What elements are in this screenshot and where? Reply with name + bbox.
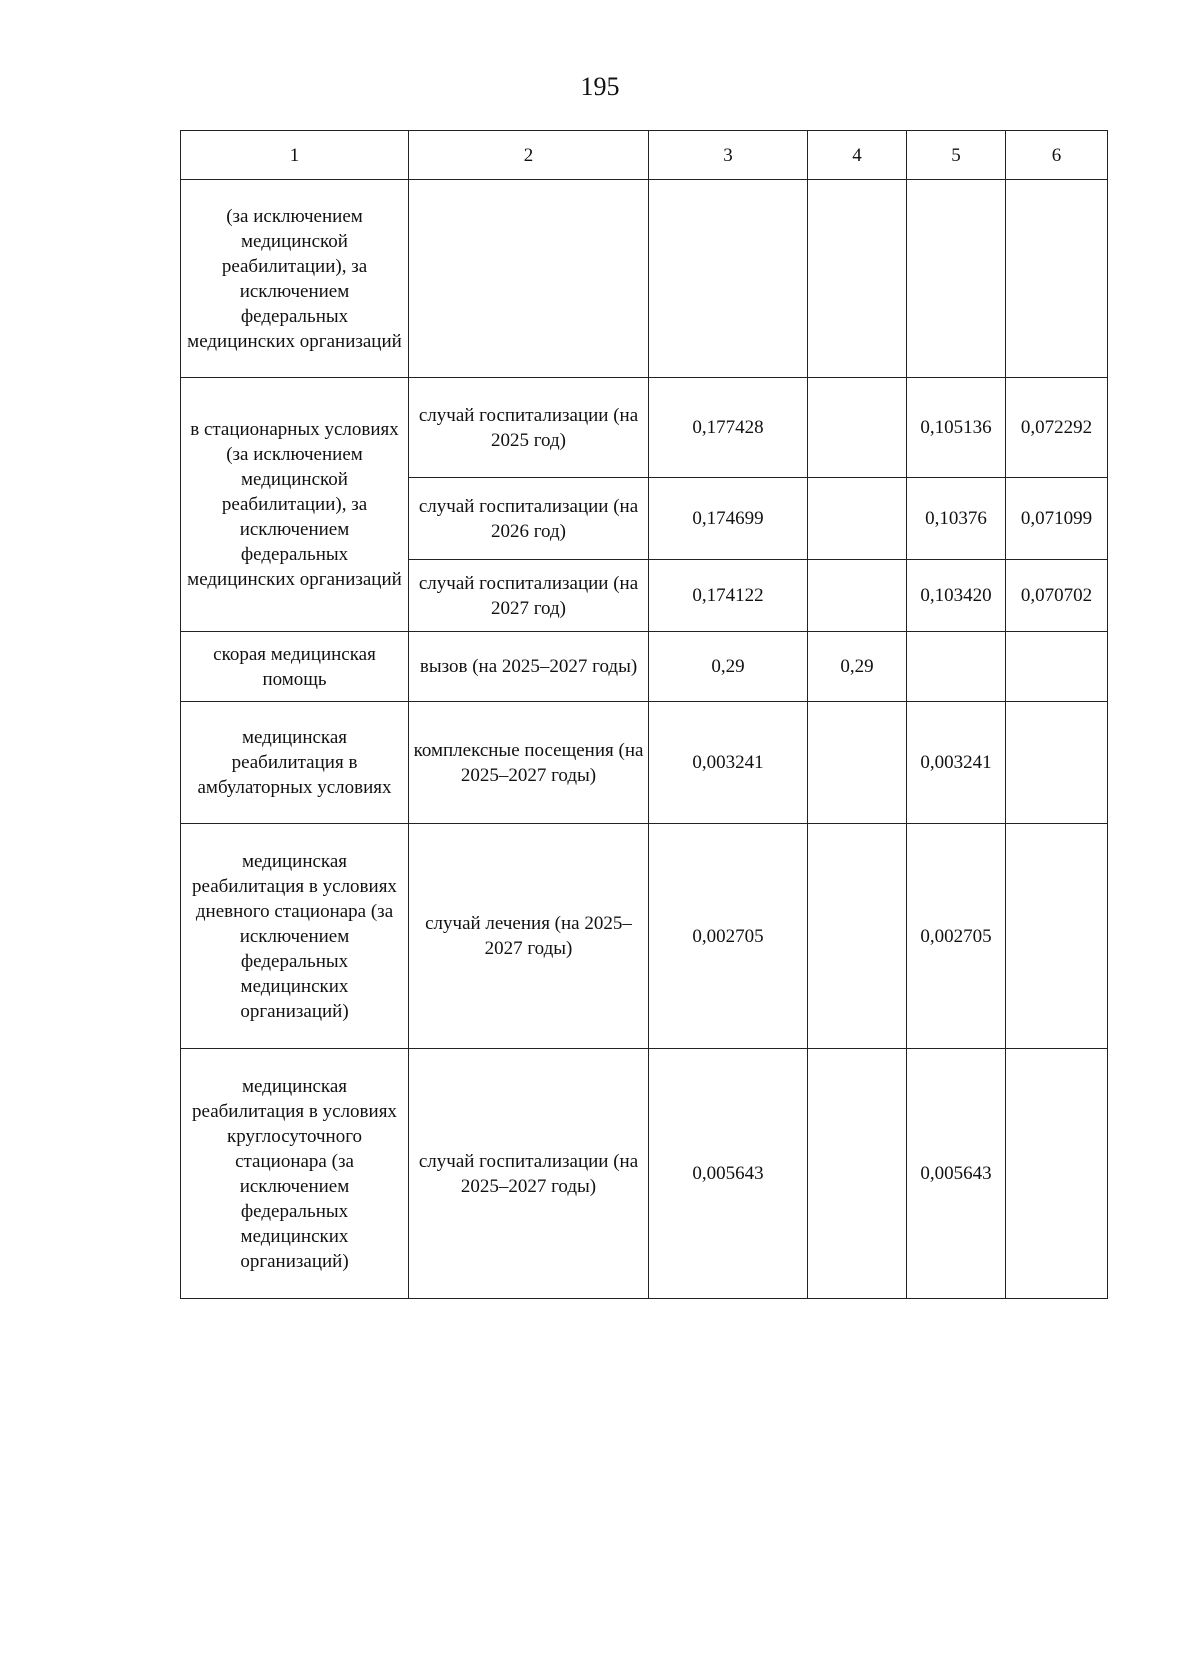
header-cell: 3 <box>649 131 808 180</box>
cell-unit: случай госпитализации (на 2026 год) <box>409 478 649 560</box>
cell-value-total: 0,177428 <box>649 378 808 478</box>
cell-care-type: (за исключением медицинской реабилитации), за исключением федеральных медицинских организаций <box>181 180 409 378</box>
cell-unit: вызов (на 2025–2027 годы) <box>409 632 649 702</box>
cell-value-col4 <box>808 478 907 560</box>
table-row <box>181 378 1108 478</box>
cell-value-col6 <box>1006 702 1108 824</box>
cell-unit <box>409 180 649 378</box>
cell-care-type: медицинская реабилитация в условиях круглосуточного стационара (за исключением федеральных медицинских организаций) <box>181 1049 409 1299</box>
table-row <box>181 632 1108 702</box>
cell-value-col6 <box>1006 632 1108 702</box>
cell-value-col5: 0,005643 <box>907 1049 1006 1299</box>
cell-value-col5: 0,002705 <box>907 824 1006 1049</box>
table-row <box>181 824 1108 1049</box>
table-header-row <box>181 131 1108 180</box>
cell-value-total: 0,005643 <box>649 1049 808 1299</box>
cell-value-col5 <box>907 632 1006 702</box>
cell-unit: случай госпитализации (на 2025–2027 годы) <box>409 1049 649 1299</box>
table-row <box>181 180 1108 378</box>
cell-value-col5: 0,105136 <box>907 378 1006 478</box>
data-table <box>180 130 1108 1299</box>
cell-value-total: 0,174699 <box>649 478 808 560</box>
cell-value-col6 <box>1006 1049 1108 1299</box>
cell-value-col6: 0,071099 <box>1006 478 1108 560</box>
cell-value-col5: 0,10376 <box>907 478 1006 560</box>
cell-value-total: 0,29 <box>649 632 808 702</box>
cell-value-total <box>649 180 808 378</box>
cell-care-type: медицинская реабилитация в амбулаторных условиях <box>181 702 409 824</box>
cell-value-col6 <box>1006 180 1108 378</box>
cell-value-total: 0,002705 <box>649 824 808 1049</box>
cell-care-type: скорая медицинская помощь <box>181 632 409 702</box>
header-cell: 2 <box>409 131 649 180</box>
cell-value-col5: 0,003241 <box>907 702 1006 824</box>
header-cell: 1 <box>181 131 409 180</box>
cell-care-type: медицинская реабилитация в условиях дневного стационара (за исключением федеральных медицинских организаций) <box>181 824 409 1049</box>
table-row <box>181 1049 1108 1299</box>
cell-value-col6: 0,072292 <box>1006 378 1108 478</box>
cell-value-col4 <box>808 824 907 1049</box>
cell-value-col5: 0,103420 <box>907 560 1006 632</box>
table-row <box>181 702 1108 824</box>
header-cell: 6 <box>1006 131 1108 180</box>
header-cell: 5 <box>907 131 1006 180</box>
cell-unit: случай госпитализации (на 2025 год) <box>409 378 649 478</box>
cell-unit: случай лечения (на 2025–2027 годы) <box>409 824 649 1049</box>
cell-value-col4 <box>808 180 907 378</box>
cell-value-total: 0,174122 <box>649 560 808 632</box>
cell-unit: комплексные посещения (на 2025–2027 годы) <box>409 702 649 824</box>
cell-value-total: 0,003241 <box>649 702 808 824</box>
cell-value-col4: 0,29 <box>808 632 907 702</box>
cell-value-col4 <box>808 560 907 632</box>
cell-value-col4 <box>808 702 907 824</box>
page-number: 195 <box>580 72 620 101</box>
cell-unit: случай госпитализации (на 2027 год) <box>409 560 649 632</box>
cell-value-col4 <box>808 378 907 478</box>
cell-value-col5 <box>907 180 1006 378</box>
cell-value-col6: 0,070702 <box>1006 560 1108 632</box>
cell-value-col4 <box>808 1049 907 1299</box>
cell-care-type: в стационарных условиях (за исключением медицинской реабилитации), за исключением федеральных медицинских организаций <box>181 378 409 632</box>
header-cell: 4 <box>808 131 907 180</box>
cell-value-col6 <box>1006 824 1108 1049</box>
